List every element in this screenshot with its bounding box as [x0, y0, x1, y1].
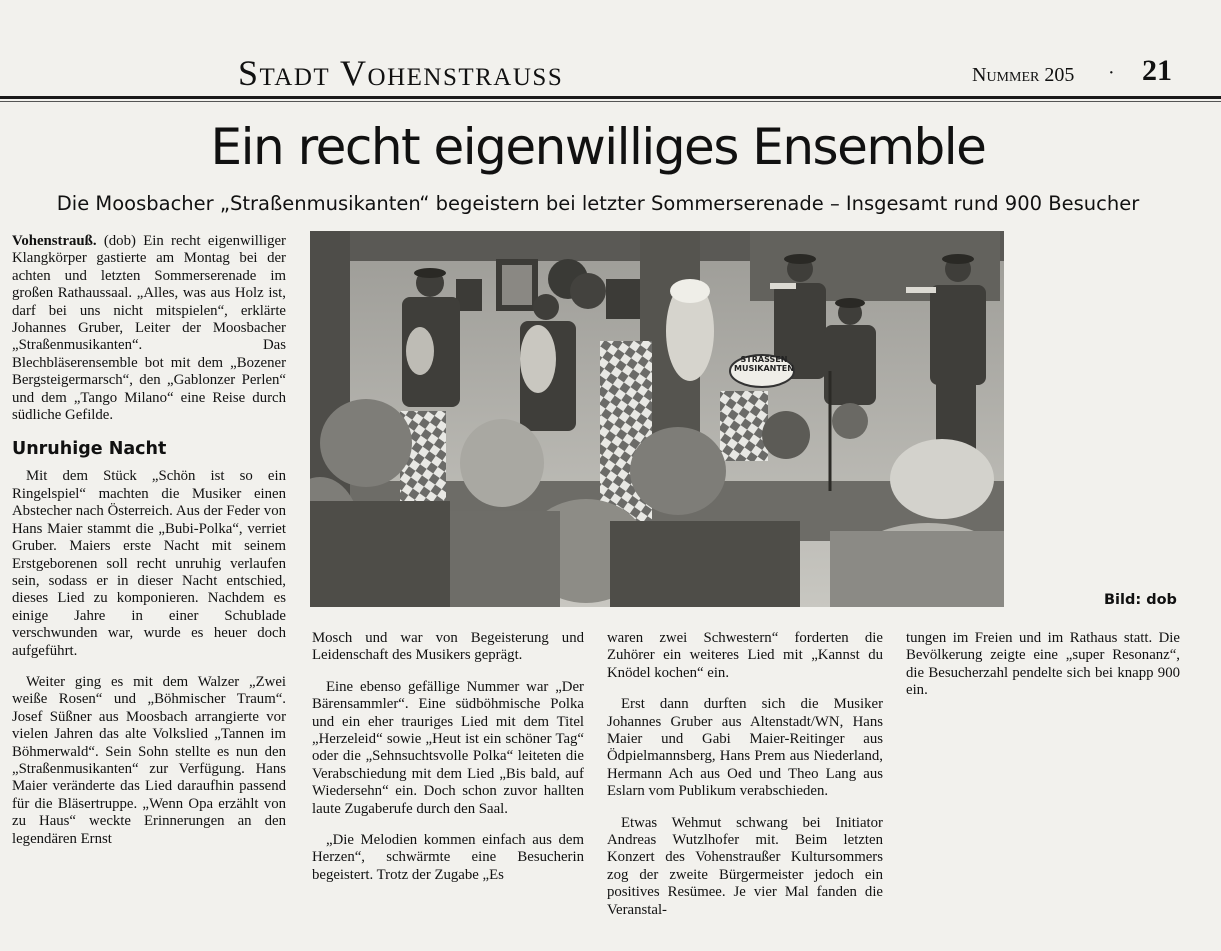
issue-number: Nummer 205: [972, 64, 1075, 86]
page-number: 21: [1142, 54, 1172, 87]
masthead-rule: [0, 96, 1221, 99]
paragraph: Weiter ging es mit dem Walzer „Zwei weiße Rosen“ und „Böhmischer Traum“. Josef Süßner aus Moosbach arrangierte vor vielen Jahren das alte Volkslied „Tannen im Böhmerwald“. Sein Sohn stellte es nun den „Straßenmusikanten“ zur Verfügung. Hans Maier veränderte das Lied daraufhin passend für die Bläsertruppe. „Wenn Opa erzählt von zu Haus“ weckte Erinnerungen an den legendären Ernst: [12, 673, 286, 847]
subheadline: Die Moosbacher „Straßenmusikanten“ begeistern bei letzter Sommerserenade – Insgesamt rund 900 Besucher: [56, 192, 1140, 215]
lead-paragraph: [12, 233, 286, 424]
article-column-2: [312, 630, 584, 898]
article-column-3: [607, 630, 883, 933]
masthead-rule-thin: [0, 101, 1221, 102]
paragraph: Mit dem Stück „Schön ist so ein Ringelspiel“ machten die Musiker einen Abstecher nach Österreich. Aus der Feder von Hans Maier stammt die „Bubi-Polka“, verriet Gruber. Maiers erste Nacht mit seinem Erstgeborenen soll recht unruhig verlaufen sein, sodass er in dieser Nacht entschied, dieses Lied zu komponieren. Nachdem es einige Jahre in einer Schublade verschwunden war, wurde es heuer doch aufgeführt.: [12, 468, 286, 659]
masthead: [0, 52, 1221, 98]
masthead-separator: ·: [1108, 62, 1115, 84]
paragraph: tungen im Freien und im Rathaus statt. Die Bevölkerung zeigte eine „super Resonanz“, die Besucherzahl pendelte sich bei knapp 900 ein.: [906, 630, 1180, 699]
paragraph: Erst dann durften sich die Musiker Johannes Gruber aus Altenstadt/WN, Hans Maier und Gabi Maier-Reitinger aus Ödpielmannsberg, Hans Prem aus Niederland, Hermann Ach aus Oed und Theo Lang aus Eslarn vom Publikum verabschieden.: [607, 696, 883, 800]
drum-label: STRASSEN MUSIKANTEN: [734, 355, 794, 373]
concert-photo: [310, 231, 1004, 607]
paragraph: „Die Melodien kommen einfach aus dem Herzen“, schwärmte eine Besucherin begeistert. Trotz der Zugabe „Es: [312, 832, 584, 883]
article-column-1: [12, 233, 286, 862]
lead-text: (dob) Ein recht eigenwilliger Klangkörper gastierte am Montag bei der achten und letzten Sommerserenade im großen Rathaussaal. „Alles, was aus Holz ist, darf bei uns nicht mitspielen“, erklärte Johannes Gruber, Leiter der Moosbacher „Straßenmusikanten“. Das Blechbläserensemble bot mit dem „Bozener Bergsteigermarsch“, den „Gablonzer Perlen“ und dem „Tango Milano“ eine Reise durch südliche Gefilde.: [12, 233, 286, 424]
article-column-4: [906, 630, 1180, 714]
photo-credit: Bild: dob: [1104, 592, 1177, 608]
paragraph: Eine ebenso gefällige Nummer war „Der Bärensammler“. Eine südböhmische Polka und ein eher trauriges Lied mit dem Titel „Herzeleid“ sowie „Heut ist ein schöner Tag“ oder die „Sehnsuchtsvolle Polka“ leiteten die Verabschiedung mit dem Lied „Bis bald, auf Wiedersehn“ ein. Doch schon zuvor hallten laute Zugaberufe durch den Saal.: [312, 678, 584, 817]
dateline: Vohenstrauß.: [12, 233, 97, 249]
subhead: Unruhige Nacht: [12, 439, 167, 460]
paragraph: Etwas Wehmut schwang bei Initiator Andreas Wutzlhofer mit. Beim letzten Konzert des Vohenstraußer Kultursommers zog der zweite Bürgermeister jedoch ein positives Resümee. Je vier Mal fanden die Veranstal-: [607, 814, 883, 918]
headline: Ein recht eigenwilliges Ensemble: [210, 118, 986, 176]
paragraph: Mosch und war von Begeisterung und Leidenschaft des Musikers geprägt.: [312, 630, 584, 664]
section-title: Stadt Vohenstrauss: [238, 53, 564, 93]
paragraph: waren zwei Schwestern“ forderten die Zuhörer ein weiteres Lied mit „Kannst du Knödel kochen“ ein.: [607, 630, 883, 681]
